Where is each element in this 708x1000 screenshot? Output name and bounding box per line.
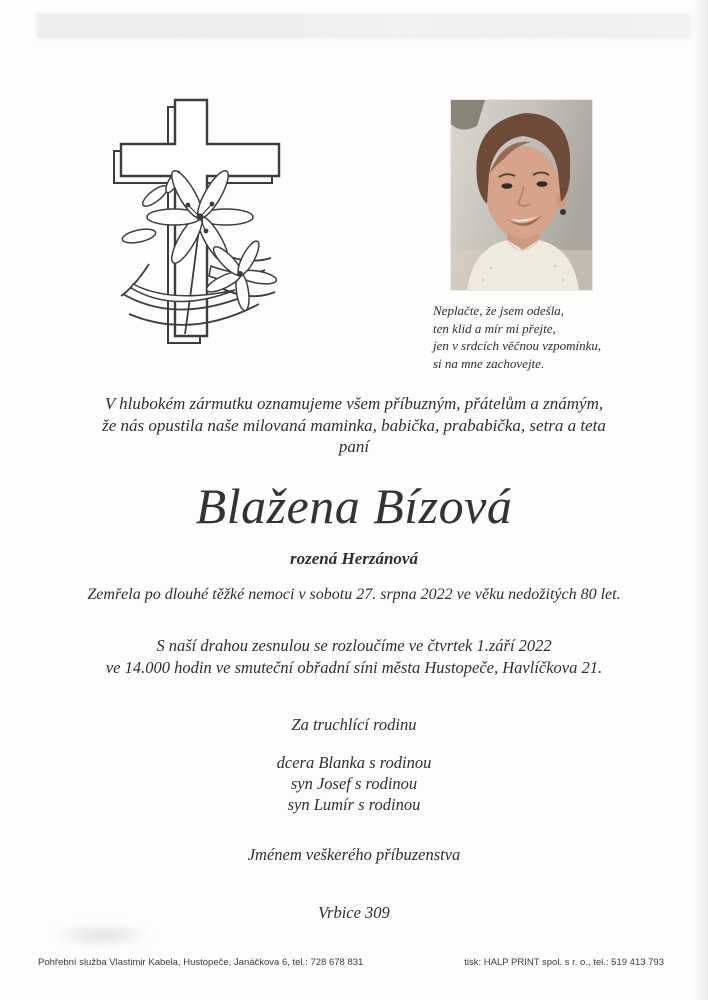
memorial-poem — [433, 302, 601, 372]
poem-line: jen v srdcích věčnou vzpomínku, — [433, 338, 602, 353]
mourning-header: Za truchlící rodinu — [291, 715, 417, 734]
funeral-line: ve 14.000 hodin ve smuteční obřadní síni města Hustopeče, Havlíčkova 21. — [105, 657, 603, 677]
announcement-line: že nás opustila naše milovaná maminka, babička, prababička, setra a teta — [102, 415, 606, 435]
announcement-text — [0, 393, 708, 458]
address-line: Vrbice 309 — [318, 903, 390, 922]
poem-line: ten klid a mír mi přejte, — [433, 320, 556, 336]
family-member: syn Josef s rodinou — [290, 774, 418, 793]
family-member: syn Lumír s rodinou — [287, 795, 421, 814]
family-member: dcera Blanka s rodinou — [276, 753, 432, 772]
deceased-name: Blažena Bízová — [195, 478, 513, 534]
announcement-line: V hlubokém zármutku oznamujeme všem příbuzným, přátelům a známým, — [104, 394, 604, 413]
funeral-line: S naší drahou zesnulou se rozloučíme ve čtvrtek 1.září 2022 — [156, 636, 552, 655]
cross-with-lilies-icon — [93, 88, 311, 353]
portrait-photo — [451, 100, 592, 290]
announcement-line: paní — [338, 437, 370, 456]
scan-artifact-smudge — [52, 922, 152, 948]
maiden-name: rozená Herzánová — [290, 549, 418, 568]
poem-line: Neplačte, že jsem odešla, — [433, 303, 565, 318]
family-list — [0, 752, 708, 815]
print-footer — [0, 957, 708, 977]
funeral-info — [0, 635, 708, 678]
funeral-service-info: Pohřební služba Vlastimir Kabela, Hustopeče, Janáčkova 6, tel.: 728 678 831 — [38, 957, 364, 968]
closing-line: Jménem veškerého příbuzenstva — [247, 845, 461, 864]
print-shop-info: tisk: HALP PRINT spol. s r. o., tel.: 519 413 793 — [464, 957, 664, 968]
scan-artifact-top — [36, 13, 692, 39]
death-notice: Zemřela po dlouhé těžké nemoci v sobotu 27. srpna 2022 ve věku nedožitých 80 let. — [87, 586, 621, 603]
poem-line: si na mne zachovejte. — [433, 355, 545, 371]
